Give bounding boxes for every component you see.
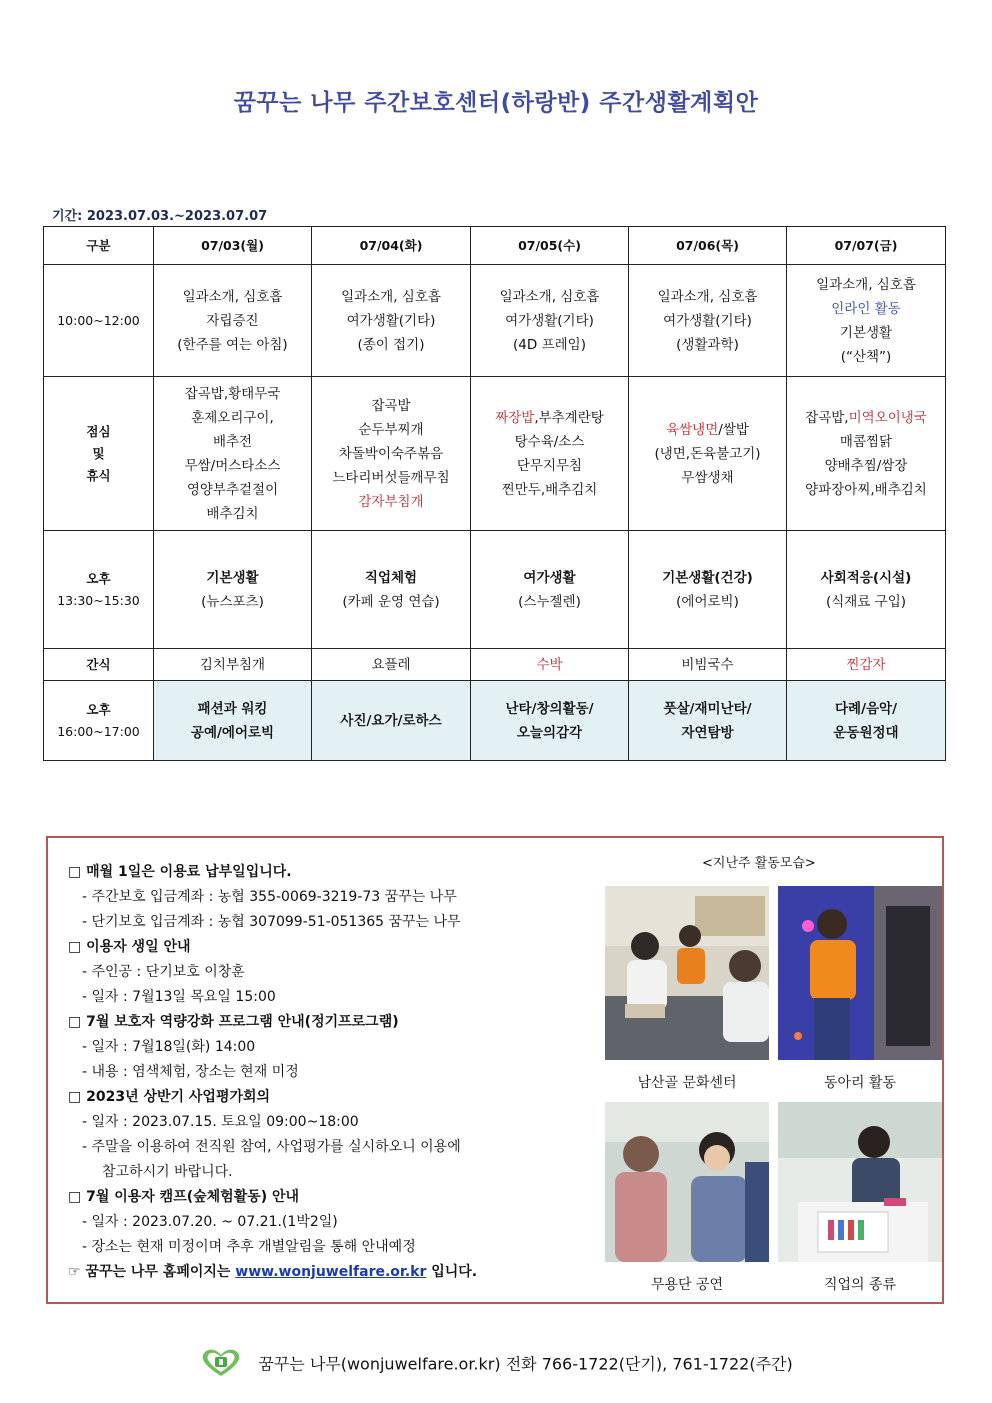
heart-logo-icon [199,1348,243,1382]
snack-cell: 요플레 [312,649,471,681]
program-line: 난타/창의활동/ [505,700,594,717]
menu-highlight: 미역오이냉국 [848,409,927,426]
cell-line: 일과소개, 심호흡 [816,276,916,293]
notice-line: - 일자 : 2023.07.15. 토요일 09:00~18:00 [82,1114,359,1130]
menu-line: 감자부침개 [358,493,424,510]
activity-photo-3 [605,1102,769,1262]
menu-text: ,부추계란탕 [534,409,604,426]
program-cell-tue [312,681,471,761]
morning-cell-mon [154,265,312,377]
morning-cell-tue [312,265,471,377]
program-cell-mon [154,681,312,761]
notice-heading: □ 7월 보호자 역량강화 프로그램 안내(정기프로그램) [68,1014,399,1030]
page-title: 꿈꾸는 나무 주간보호센터(하랑반) 주간생활계획안 [233,90,759,116]
activity-detail: (식재료 구입) [825,593,907,610]
notice-line: - 일자 : 2023.07.20. ~ 07.21.(1박2일) [82,1214,338,1230]
cell-line: (한주를 여는 아침) [177,336,288,353]
program-line: 공예/에어로빅 [190,724,275,741]
menu-line: 단무지무침 [516,457,583,474]
notice-heading: □ 매월 1일은 이용료 납부일입니다. [68,864,292,880]
row-label-line: 휴식 [86,467,111,483]
cell-line: (“산책”) [840,348,892,365]
notice-line: - 장소는 현재 미정이며 추후 개별알림을 통해 안내예정 [82,1239,416,1255]
cell-line: 일과소개, 심호흡 [499,288,600,305]
row-label [44,377,154,531]
snack-cell: 찐감자 [787,649,946,681]
notice-line: - 주간보호 입금계좌 : 농협 355-0069-3219-73 꿈꾸는 나무 [82,889,457,905]
row-label: 간식 [44,649,154,681]
activity-detail: (카페 운영 연습) [342,593,440,610]
notice-line: - 주말을 이용하여 전직원 참여, 사업평가를 실시하오니 이용에 [82,1139,461,1155]
photo-caption: 동아리 활동 [823,1075,897,1091]
cell-line: 인라인 활동 [831,300,901,317]
period-label: 기간: [52,209,83,224]
cell-line: 기본생활 [839,324,893,341]
activity-title: 기본생활(건강) [662,569,753,586]
menu-text: /쌀밥 [718,421,749,438]
menu-line: 무쌈생채 [681,469,734,486]
menu-line: 무쌈/머스타소스 [184,457,281,474]
menu-line: 양배추찜/쌈장 [824,457,908,474]
lunch-cell-thu [629,377,787,531]
menu-line: 잡곡밥 [371,397,411,414]
cell-line: 일과소개, 심호흡 [182,288,283,305]
activity-detail: (뉴스포츠) [201,593,264,610]
menu-line: 탕수육/소스 [514,433,585,450]
program-cell-thu [629,681,787,761]
snack-cell: 비빔국수 [629,649,787,681]
notice-box [46,836,944,1304]
footer-text: 꿈꾸는 나무(wonjuwelfare.or.kr) 전화 766-1722(단기), 761-1722(주간) [258,1354,793,1374]
program-line: 운동원정대 [833,724,899,741]
cell-line: 일과소개, 심호흡 [341,288,441,305]
row-label-line: 및 [92,445,105,461]
activity-title: 기본생활 [206,569,259,586]
program-line: 오늘의감각 [516,724,583,741]
lunch-cell-mon [154,377,312,531]
table-header-row [44,227,946,265]
notice-list [68,860,608,1285]
morning-cell-wed [471,265,629,377]
row-label-line: 오후 [86,570,111,586]
program-line: 사진/요가/로하스 [340,712,442,729]
activity-title: 여가생활 [523,569,576,586]
homepage-prefix: ☞ 꿈꾸는 나무 홈페이지는 [68,1264,231,1280]
period [52,205,267,224]
activity-detail: (에어로빅) [676,593,739,610]
photo-caption: 직업의 종류 [823,1277,897,1293]
afternoon-cell-fri [787,531,946,649]
notice-heading: □ 2023년 상반기 사업평가회의 [68,1089,271,1105]
morning-cell-thu [629,265,787,377]
cell-line: (종이 접기) [357,336,425,353]
header-cell: 구분 [44,227,154,265]
notice-line: - 주인공 : 단기보호 이창훈 [82,964,245,980]
late-afternoon-row [44,681,946,761]
photo-caption: 무용단 공연 [650,1277,724,1293]
notice-heading: □ 7월 이용자 캠프(숲체험활동) 안내 [68,1189,300,1205]
menu-line: (냉면,돈육불고기) [654,445,761,462]
activity-photo-2 [778,886,942,1060]
menu-line [475,406,624,430]
menu-line: 양파장아찌,배추김치 [805,481,927,498]
activity-title: 사회적응(시설) [820,569,912,586]
notice-line: - 내용 : 염색체험, 장소는 현재 미정 [82,1064,299,1080]
menu-line: 매콤찜닭 [839,433,893,450]
menu-line: 배추김치 [206,505,259,522]
program-cell-wed [471,681,629,761]
homepage-link[interactable]: www.wonjuwelfare.or.kr [235,1264,427,1280]
period-value: 2023.07.03.~2023.07.07 [86,209,268,224]
header-cell: 07/04(화) [312,227,471,265]
notice-line: - 일자 : 7월13일 목요일 15:00 [82,989,276,1005]
notice-line: 참고하시기 바랍니다. [102,1164,233,1180]
menu-highlight: 육쌈냉면 [666,421,719,438]
activity-photo-4 [778,1102,942,1262]
snack-row [44,649,946,681]
menu-line: 잡곡밥,황태무국 [184,385,281,402]
menu-line: 훈제오리구이, [191,409,274,426]
cell-line: (4D 프레임) [513,336,586,353]
menu-line: 느타리버섯들깨무침 [332,469,450,486]
lunch-cell-tue [312,377,471,531]
activity-detail: (스누젤렌) [518,593,581,610]
homepage-line [68,1260,608,1285]
row-label-line: 16:00~17:00 [57,723,140,739]
menu-line: 순두부찌개 [358,421,424,438]
afternoon-cell-tue [312,531,471,649]
header-cell: 07/05(수) [471,227,629,265]
weekly-schedule-table [43,226,946,761]
homepage-suffix: 입니다. [431,1264,478,1280]
program-cell-fri [787,681,946,761]
header-cell: 07/03(월) [154,227,312,265]
program-line: 패션과 워킹 [197,700,268,717]
row-label-line: 오후 [86,701,111,717]
cell-line: 여가생활(기타) [663,312,752,329]
morning-cell-fri [787,265,946,377]
lunch-row [44,377,946,531]
photo-caption: 남산골 문화센터 [637,1075,737,1091]
snack-cell: 수박 [471,649,629,681]
cell-line: 여가생활(기타) [505,312,594,329]
afternoon-cell-wed [471,531,629,649]
notice-line: - 단기보호 입금계좌 : 농협 307099-51-051365 꿈꾸는 나무 [82,914,461,930]
cell-line: (생활과학) [676,336,739,353]
header-cell: 07/07(금) [787,227,946,265]
menu-line [791,406,941,430]
program-line: 다례/음악/ [834,700,898,717]
notice-heading: □ 이용자 생일 안내 [68,939,191,955]
menu-line: 영양부추겉절이 [186,481,279,498]
lunch-cell-wed [471,377,629,531]
menu-line: 차돌박이숙주볶음 [338,445,444,462]
afternoon-row [44,531,946,649]
menu-text: 잡곡밥, [805,409,849,426]
activity-photo-1 [605,886,769,1060]
program-line: 자연탐방 [681,724,734,741]
snack-cell: 김치부침개 [154,649,312,681]
footer [0,1348,992,1382]
row-label: 10:00~12:00 [44,265,154,377]
lunch-cell-fri [787,377,946,531]
cell-line: 자립증진 [206,312,259,329]
activity-title: 직업체험 [364,569,418,586]
row-label-line: 13:30~15:30 [57,592,140,608]
afternoon-cell-thu [629,531,787,649]
row-label-line: 점심 [86,423,111,439]
afternoon-cell-mon [154,531,312,649]
cell-line: 일과소개, 심호흡 [657,288,758,305]
notice-line: - 일자 : 7월18일(화) 14:00 [82,1039,256,1055]
menu-highlight: 짜장밥 [495,409,535,426]
morning-row [44,265,946,377]
menu-line [633,418,782,442]
program-line: 풋살/재미난타/ [663,700,752,717]
gallery-title: <지난주 활동모습> [702,856,816,871]
menu-line: 배추전 [212,433,253,450]
row-label [44,681,154,761]
header-cell: 07/06(목) [629,227,787,265]
row-label [44,531,154,649]
menu-line: 찐만두,배추김치 [501,481,598,498]
cell-line: 여가생활(기타) [346,312,436,329]
